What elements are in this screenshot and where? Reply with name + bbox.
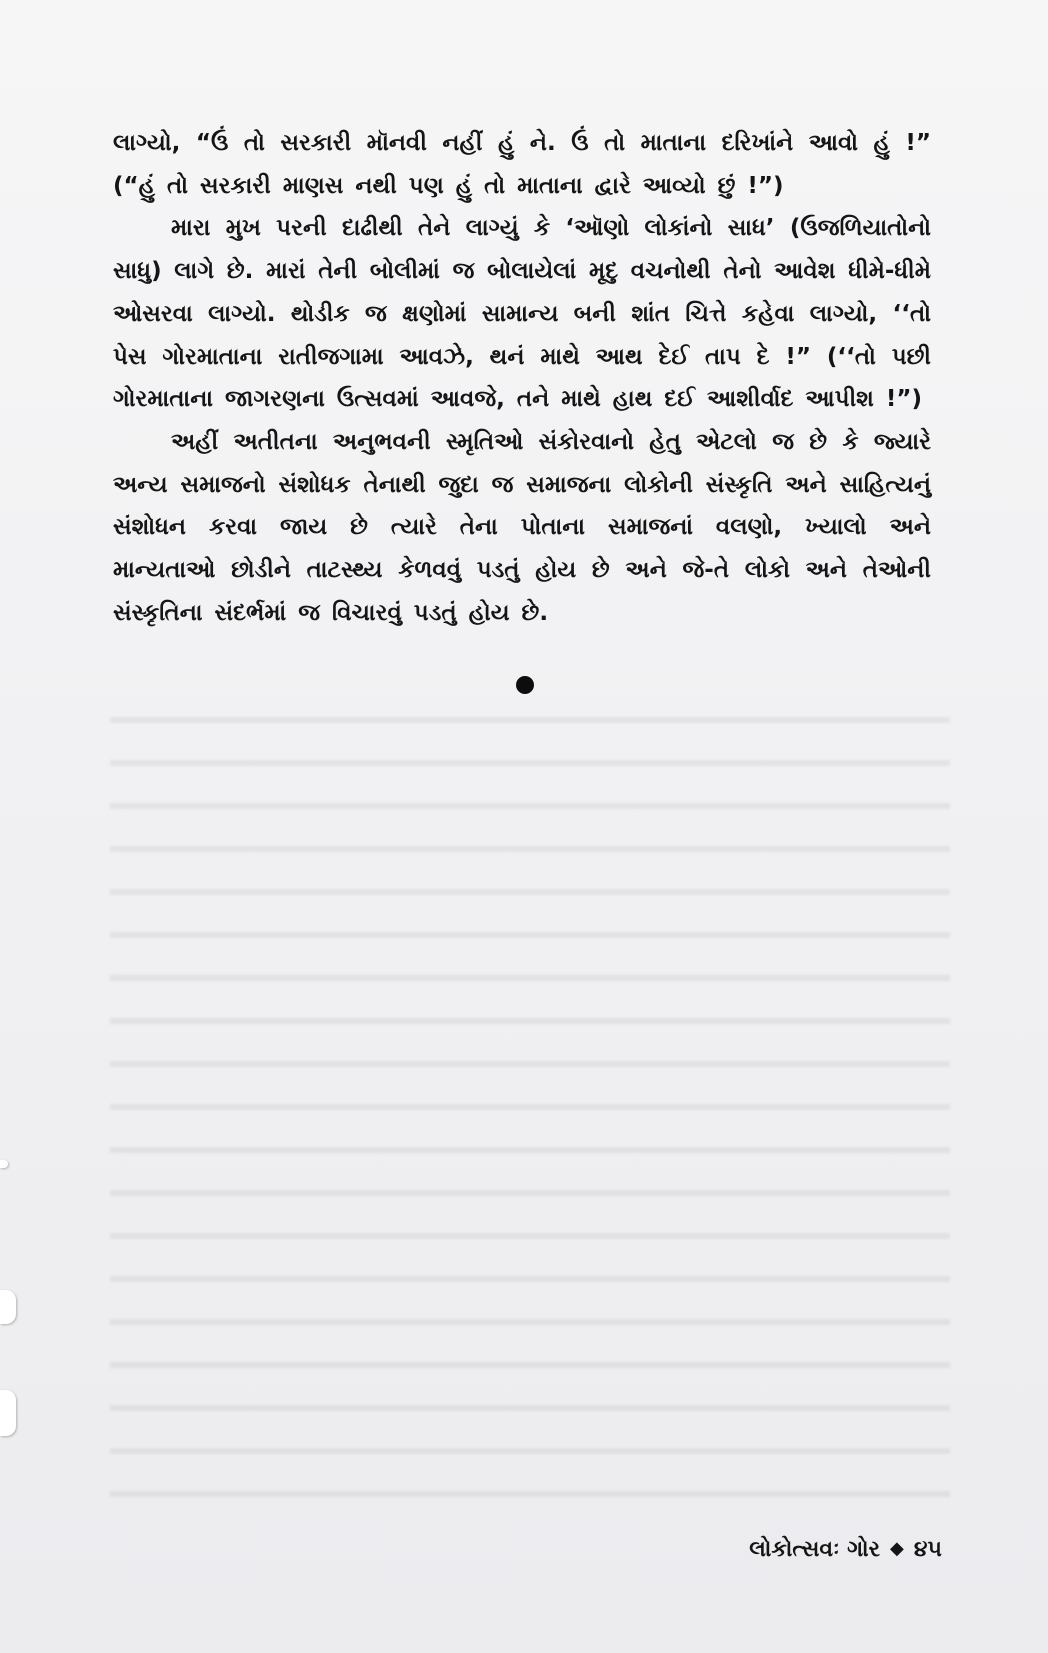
paragraph: અહીં અતીતના અનુભવની સ્મૃતિઓ સંકોરવાનો હેતુ એટલો જ છે કે જ્યારે અન્ય સમાજનો સંશોધક તેનાથી જુદા જ સમાજના લોકોની સંસ્કૃતિ અને સાહિત્યનું સંશોધન કરવા જાય છે ત્યારે તેના પોતાના સમાજનાં વલણો, ખ્યાલો અને માન્યતાઓ છોડીને તાટસ્થ્ય કેળવવું પડતું હોય છે અને જે-તે લોકો અને તેઓની સંસ્કૃતિના સંદર્ભમાં જ વિચારવું પડતું હોય છે. (113, 428, 931, 626)
body-text (113, 122, 931, 634)
page-number: ૪૫ (913, 1537, 942, 1562)
page-tear-mark (0, 1160, 8, 1168)
paragraph: મારા મુખ પરની દાઢીથી તેને લાગ્યું કે ‘ઑણો લોકાંનો સાધ’ (ઉજળિયાતોનો સાધુ) લાગે છે. મારાં તેની બોલીમાં જ બોલાયેલાં મૃદુ વચનોથી તેનો આવેશ ધીમે-ધીમે ઓસરવા લાગ્યો. થોડીક જ ક્ષણોમાં સામાન્ય બની શાંત ચિત્તે કહેવા લાગ્યો, ‘‘તો પેસ ગોરમાતાના રાતીજગામા આવઝે, થનં માથે આથ દેઈ તાપ દે !” (‘‘તો પછી ગોરમાતાના જાગરણના ઉત્સવમાં આવજે, તને માથે હાથ દઈ આશીર્વાદ આપીશ !”) (113, 215, 931, 413)
section-end-bullet (516, 676, 534, 694)
page-tear-mark (0, 1390, 16, 1436)
running-title: લોકોત્સવઃ ગોર (749, 1537, 881, 1562)
bleed-through-text-shadow (110, 690, 950, 1500)
diamond-separator-icon: ◆ (890, 1538, 904, 1559)
page-tear-mark (0, 1290, 16, 1324)
paragraph: લાગ્યો, “ઉં તો સરકારી મૉનવી નહીં હું ને. ઉં તો માતાના દરિખાંને આવો હું !” (“હું તો સરકારી માણસ નથી પણ હું તો માતાના દ્વારે આવ્યો છું !”) (113, 130, 931, 199)
page-footer (749, 1537, 942, 1562)
